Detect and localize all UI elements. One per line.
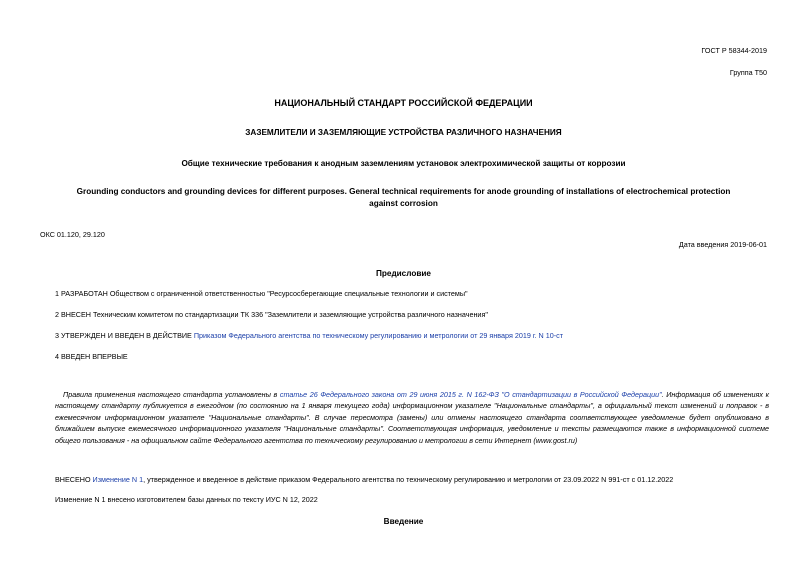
preface-item-1: 1 РАЗРАБОТАН Обществом с ограниченной ответственностью "Ресурсосберегающие специальные технологии и системы"	[55, 289, 468, 298]
group-code: Группа Т50	[729, 68, 767, 77]
intro-date: Дата введения 2019-06-01	[678, 240, 767, 249]
preface-heading: Предисловие	[376, 269, 431, 278]
amendment-prefix: ВНЕСЕНО	[55, 475, 93, 484]
subtitle-en-line2: against corrosion	[369, 199, 438, 208]
main-title: ЗАЗЕМЛИТЕЛИ И ЗАЗЕМЛЯЮЩИЕ УСТРОЙСТВА РАЗЛИЧНОГО НАЗНАЧЕНИЯ	[245, 128, 562, 137]
amendment-note: Изменение N 1 внесено изготовителем базы данных по тексту ИУС N 12, 2022	[55, 495, 318, 504]
amendment-suffix: , утвержденное и введенное в действие приказом Федерального агентства по техническому регулированию и метрологии от 23.09.2022 N 991-ст с 01.12.2022	[143, 475, 674, 484]
federal-law-link[interactable]: статье 26 Федерального закона от 29 июня 2015 г. N 162-ФЗ "О стандартизации в Российской Федерации"	[279, 390, 662, 399]
preface-item-2: 2 ВНЕСЕН Техническим комитетом по стандартизации ТК 336 "Заземлители и заземляющие устройства различного назначения"	[55, 310, 488, 319]
subtitle-ru: Общие технические требования к анодным заземлениям установок электрохимической защиты от коррозии	[181, 159, 626, 168]
amendment-link[interactable]: Изменение N 1	[92, 475, 144, 484]
rules-text-before: Правила применения настоящего стандарта установлены в	[63, 390, 280, 399]
oks-code: ОКС 01.120, 29.120	[40, 230, 105, 239]
standard-type-title: НАЦИОНАЛЬНЫЙ СТАНДАРТ РОССИЙСКОЙ ФЕДЕРАЦИИ	[274, 98, 533, 108]
preface-item-4: 4 ВВЕДЕН ВПЕРВЫЕ	[55, 352, 128, 361]
subtitle-en-line1: Grounding conductors and grounding devices for different purposes. General technical requirements for anode grounding of installations of electrochemical protection	[76, 187, 731, 196]
amendment-line	[55, 475, 673, 484]
order-link[interactable]: Приказом Федерального агентства по техническому регулированию и метрологии от 29 января 2019 г. N 10-ст	[193, 331, 564, 340]
rules-text-after: . Информация об изменениях к настоящему стандарту публикуется в ежегодном (по состоянию на 1 января текущего года) информационном указателе "Национальные стандарты", а официальный текст изменений и поправок - в ежемесячном информационном указателе "Национальные стандарты". В случае пересмотра (замены) или отмены настоящего стандарта соответствующее уведомление будет опубликовано в ближайшем выпуске ежемесячного информационного указателя "Национальные стандарты". Соответствующая информация, уведомление и тексты размещаются также в информационной системе общего пользования - на официальном сайте Федерального агентства по техническому регулированию и метрологии в сети Интернет (www.gost.ru)	[55, 390, 769, 445]
preface-item-3-prefix: 3 УТВЕРЖДЕН И ВВЕДЕН В ДЕЙСТВИЕ	[55, 331, 194, 340]
introduction-heading: Введение	[383, 517, 424, 526]
gost-number: ГОСТ Р 58344-2019	[701, 46, 767, 55]
rules-paragraph	[55, 389, 769, 446]
preface-item-3	[55, 331, 563, 340]
